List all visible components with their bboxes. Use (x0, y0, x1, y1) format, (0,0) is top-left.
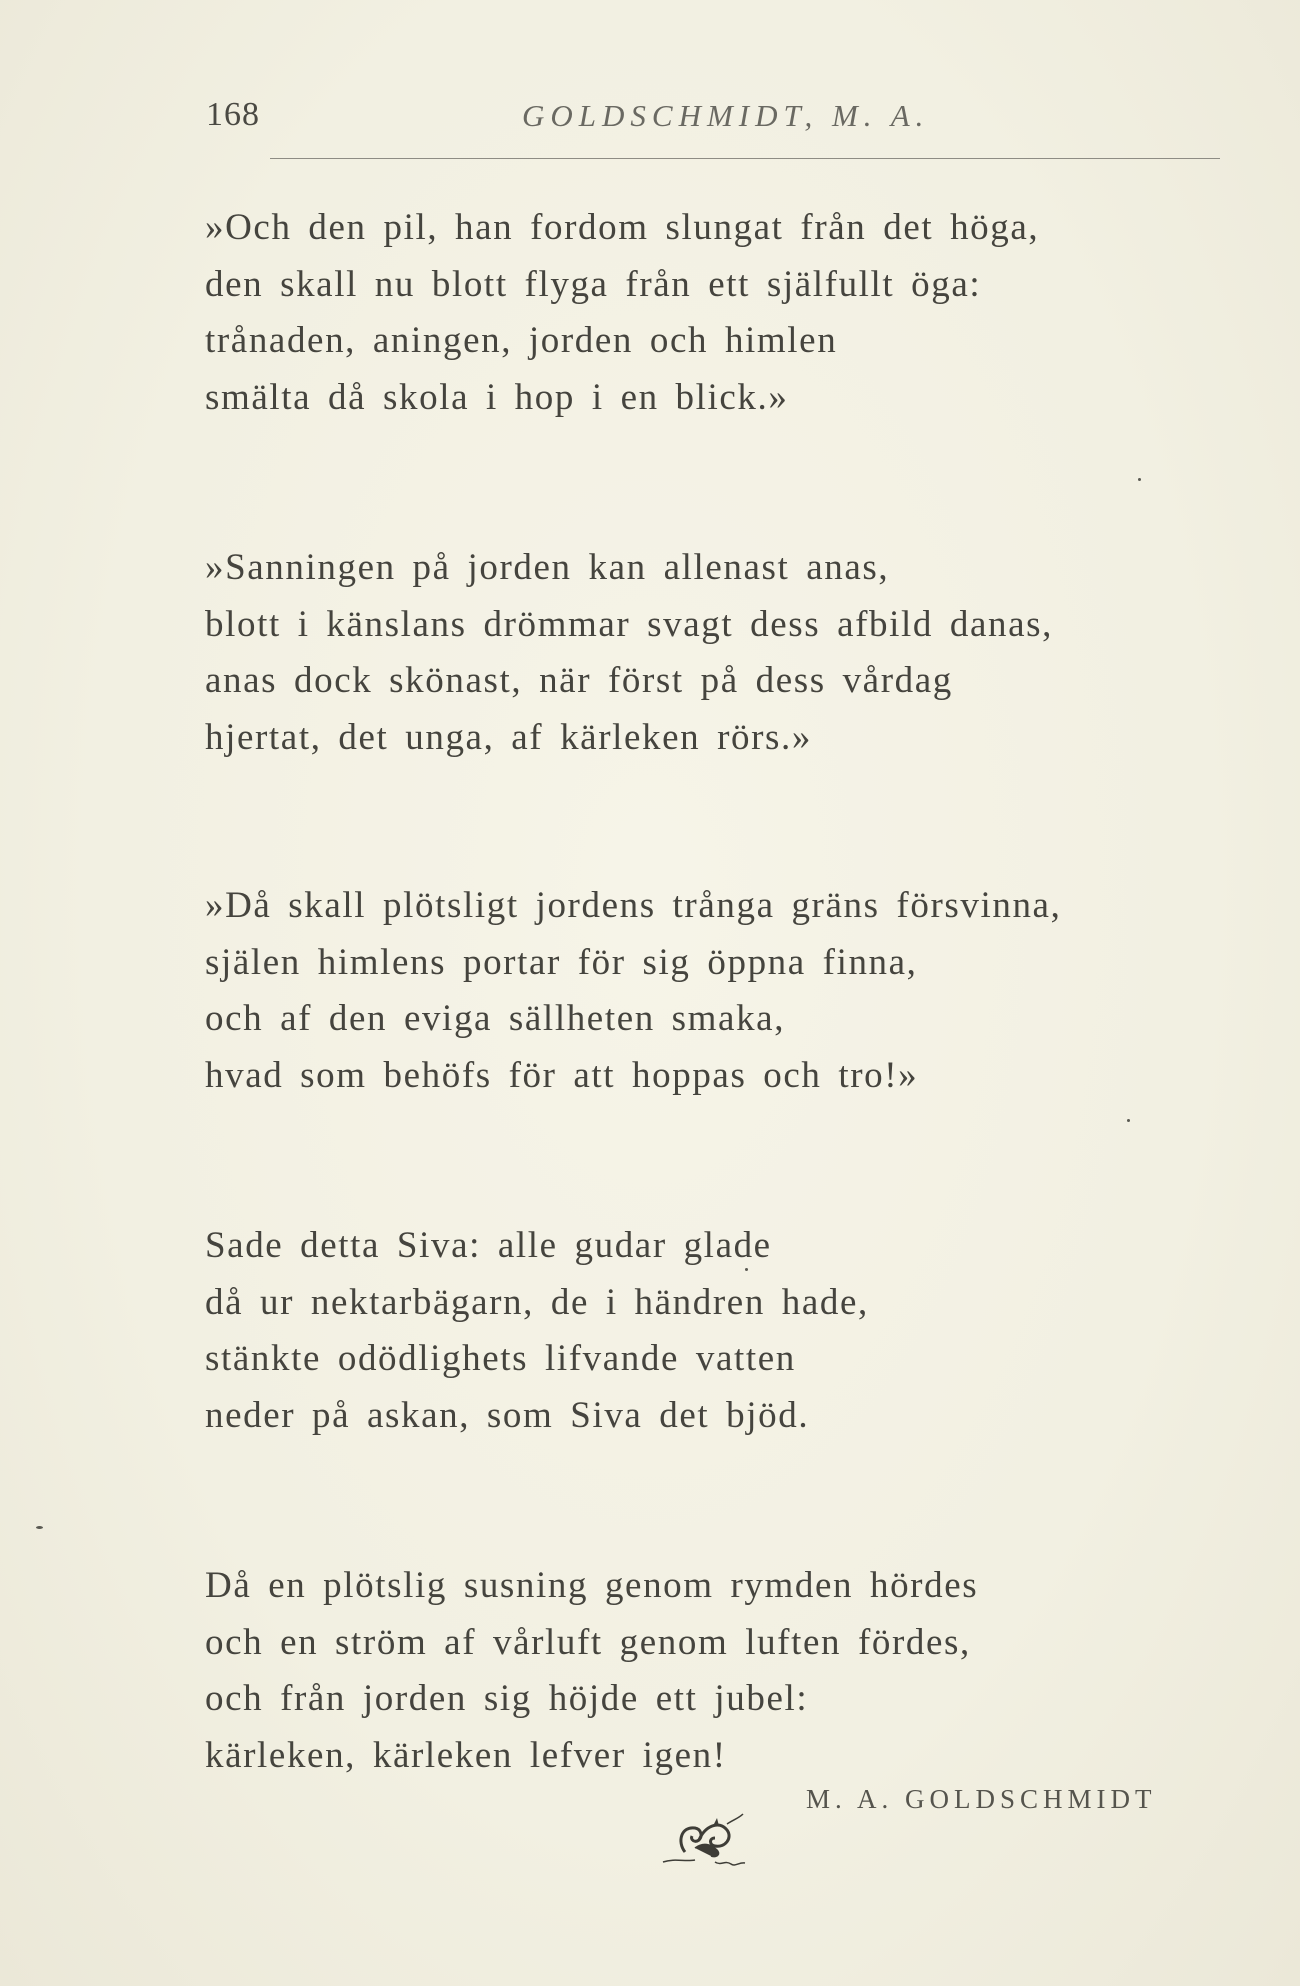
page-number: 168 (206, 96, 260, 133)
poem-line: »Då skall plötsligt jordens trånga gräns försvinna, (205, 885, 1062, 926)
stanza-3 (205, 878, 1061, 1104)
poem-line: själen himlens portar för sig öppna finna, (205, 941, 918, 983)
poem-line: kärleken, kärleken lefver igen! (205, 1734, 727, 1776)
ink-speck (36, 1526, 43, 1529)
poem-line: »Sanningen på jorden kan allenast anas, (205, 547, 890, 588)
running-head: GOLDSCHMIDT, M. A. (522, 98, 930, 133)
stanza-4 (205, 1218, 869, 1444)
stanza-5 (205, 1558, 978, 1784)
poem-line: och en ström af vårluft genom luften fördes, (205, 1621, 971, 1663)
header-rule (270, 158, 1220, 159)
poem-line: stänkte odödlighets lifvande vatten (205, 1338, 796, 1379)
ink-speck (1138, 478, 1141, 481)
poem-line: Sade detta Siva: alle gudar glade (205, 1225, 772, 1266)
poem-line: neder på askan, som Siva det bjöd. (205, 1394, 810, 1436)
poem-line: hjertat, det unga, af kärleken rörs.» (205, 716, 812, 758)
poem-line: Då en plötslig susning genom rymden hördes (205, 1565, 979, 1606)
poem-line: då ur nektarbägarn, de i händren hade, (205, 1281, 869, 1323)
author-signature: M. A. GOLDSCHMIDT (806, 1784, 1157, 1814)
poem-line: anas dock skönast, när först på dess vårdag (205, 660, 953, 701)
ink-speck (1127, 1119, 1130, 1122)
poem-line: den skall nu blott flyga från ett själfullt öga: (205, 263, 982, 305)
stanza-1 (205, 200, 1039, 426)
poem-line: och af den eviga sällheten smaka, (205, 998, 786, 1039)
poem-line: blott i känslans drömmar svagt dess afbild danas, (205, 603, 1053, 645)
poem-line: och från jorden sig höjde ett jubel: (205, 1678, 809, 1719)
poem-line: hvad som behöfs för att hoppas och tro!» (205, 1054, 919, 1096)
poem-line: trånaden, aningen, jorden och himlen (205, 320, 838, 361)
poem-line: »Och den pil, han fordom slungat från det höga, (205, 207, 1040, 248)
stanza-2 (205, 540, 1053, 766)
poem-line: smälta då skola i hop i en blick.» (205, 376, 789, 418)
floral-tailpiece-icon (655, 1812, 755, 1872)
ink-speck (745, 1268, 748, 1271)
